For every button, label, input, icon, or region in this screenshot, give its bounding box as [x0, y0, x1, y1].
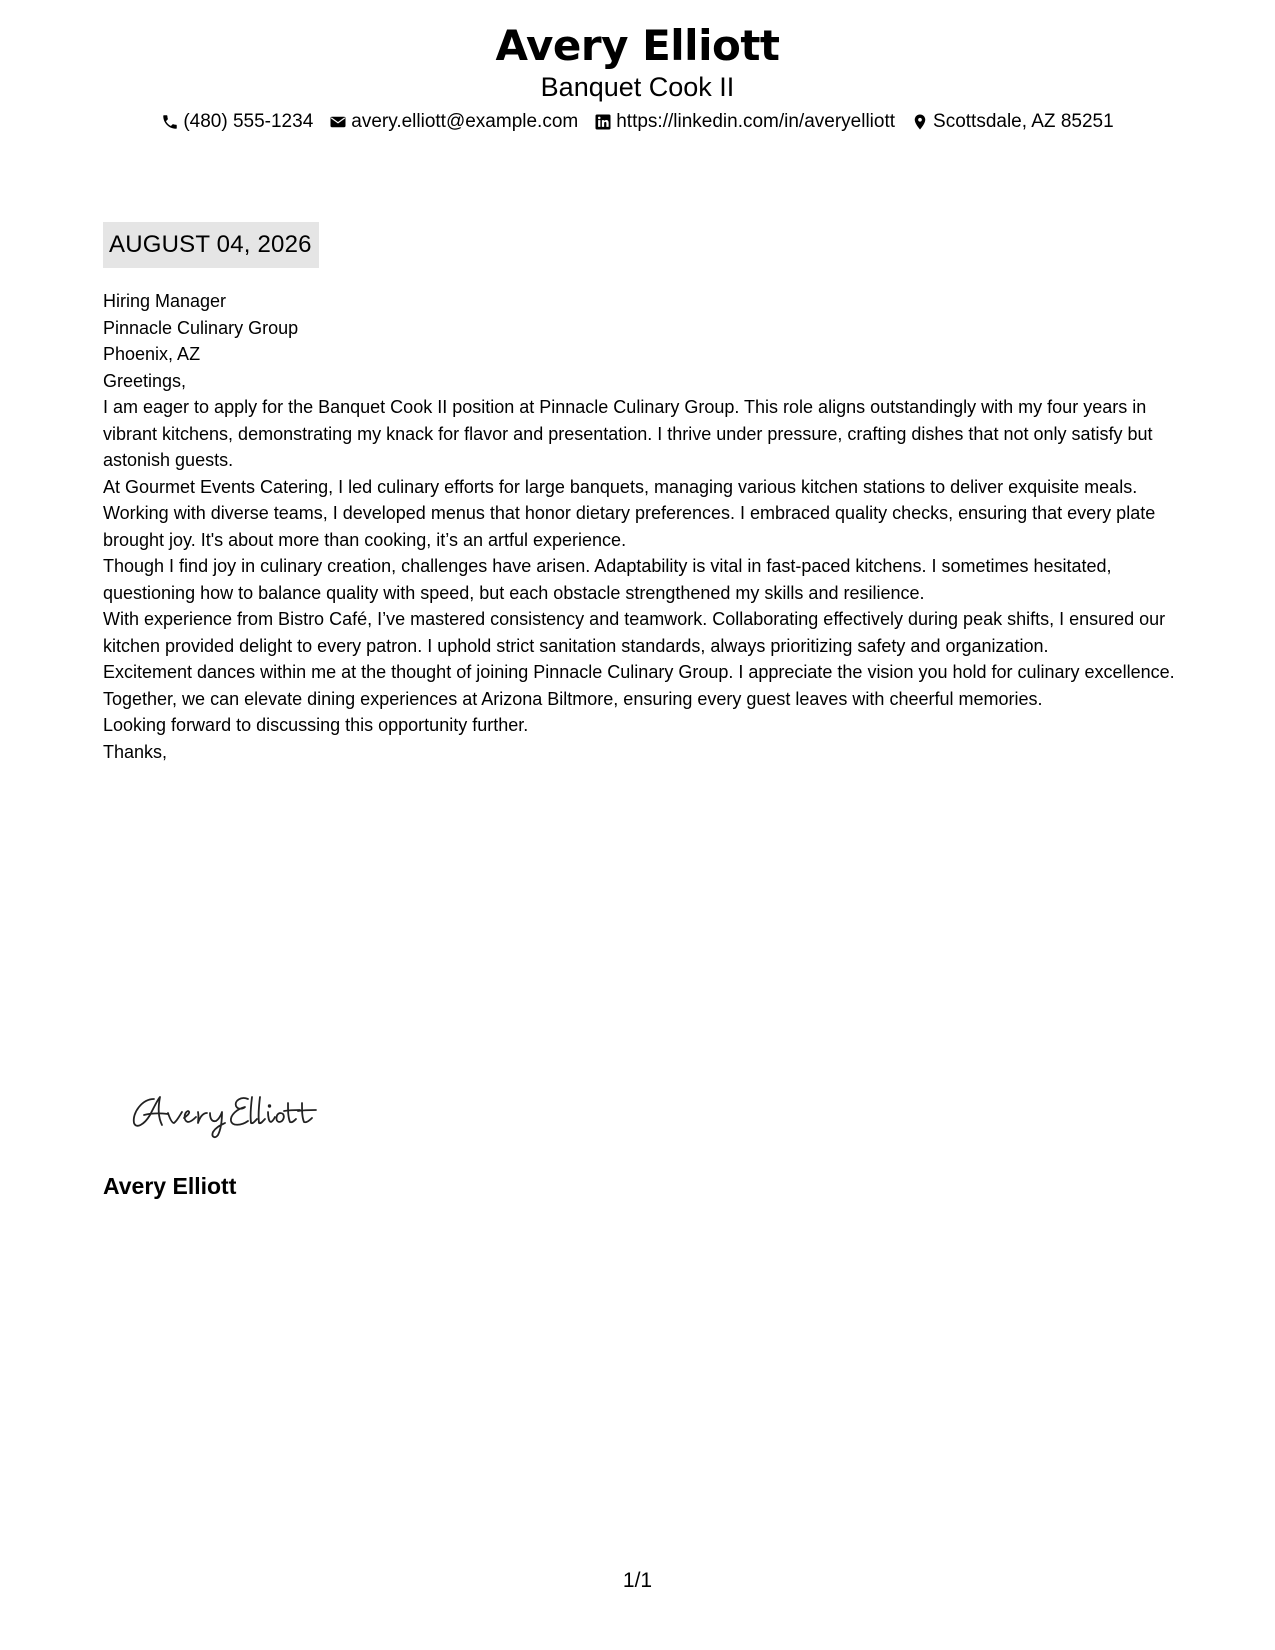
recipient-line: Phoenix, AZ	[103, 344, 201, 364]
contact-email	[329, 110, 578, 134]
body-paragraph: With experience from Bistro Café, I’ve mastered consistency and teamwork. Collaborating effectively during peak shifts, I ensured our kitchen provided delight to every patron. I uphold strict sanitation standards, always prioritizing safety and organization.	[103, 609, 1166, 656]
page-number: 1/1	[622, 1569, 653, 1592]
body-paragraph: I am eager to apply for the Banquet Cook II position at Pinnacle Culinary Group. This role aligns outstandingly with my four years in vibrant kitchens, demonstrating my knack for flavor and presentation. I thrive under pressure, crafting dishes that not only satisfy but astonish guests.	[103, 397, 1153, 470]
phone-text: (480) 555-1234	[183, 111, 314, 132]
location-text: Scottsdale, AZ 85251	[933, 111, 1114, 132]
handwritten-signature	[124, 1085, 344, 1139]
body-paragraph: Though I find joy in culinary creation, challenges have arisen. Adaptability is vital in fast-paced kitchens. I sometimes hesitated, questioning how to balance quality with speed, but each obstacle strengthened my skills and resilience.	[103, 556, 1112, 603]
job-title: Banquet Cook II	[540, 72, 735, 102]
recipient-line: Hiring Manager	[103, 291, 227, 311]
body-paragraph: At Gourmet Events Catering, I led culinary efforts for large banquets, managing various kitchen stations to deliver exquisite meals. Working with diverse teams, I developed menus that honor dietary preferences. I embraced quality checks, ensuring that every plate brought joy. It's about more than cooking, it’s an artful experience.	[103, 476, 1156, 550]
greeting: Greetings,	[103, 370, 187, 391]
letter-date: AUGUST 04, 2026	[103, 222, 319, 268]
applicant-name: Avery Elliott	[495, 21, 780, 70]
letter-body	[103, 288, 1178, 765]
location-pin-icon	[911, 113, 929, 131]
contact-phone	[161, 110, 313, 134]
body-paragraph: Excitement dances within me at the thought of joining Pinnacle Culinary Group. I appreciate the vision you hold for culinary excellence. Together, we can elevate dining experiences at Arizona Biltmore, ensuring every guest leaves with cheerful memories.	[103, 662, 1175, 709]
contact-linkedin	[594, 110, 895, 134]
sign-off: Thanks,	[103, 741, 168, 762]
phone-icon	[161, 113, 179, 131]
recipient-line: Pinnacle Culinary Group	[103, 317, 299, 338]
linkedin-text: https://linkedin.com/in/averyelliott	[616, 111, 896, 132]
email-text: avery.elliott@example.com	[351, 111, 579, 132]
linkedin-icon	[594, 113, 612, 131]
letter-header	[0, 20, 1275, 134]
contact-info	[0, 110, 1275, 134]
signer-name: Avery Elliott	[103, 1173, 237, 1199]
closing-line: Looking forward to discussing this opportunity further.	[103, 715, 529, 735]
recipient-block	[103, 288, 1178, 368]
envelope-icon	[329, 113, 347, 131]
contact-location	[911, 110, 1114, 134]
